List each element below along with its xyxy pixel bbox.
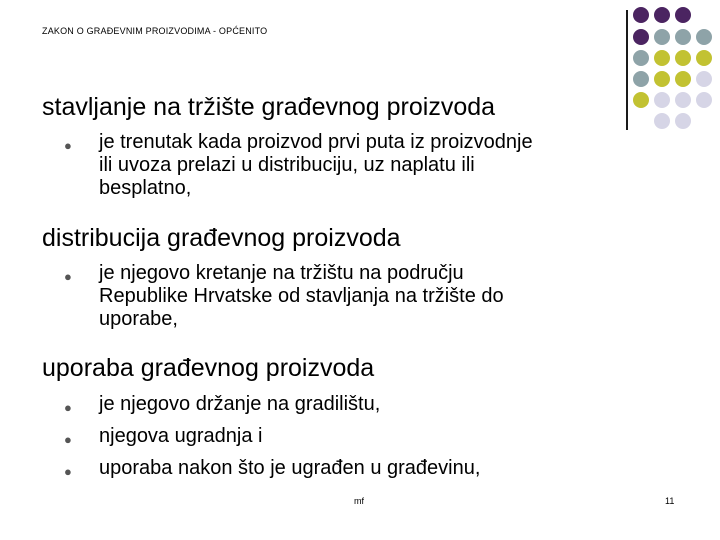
bullet-text-stavljanje [99,131,679,200]
bullet-text-drzanje: je njegovo držanje na gradilištu, [99,393,381,415]
bullet-marker: ● [64,269,72,284]
text-line: je njegovo kretanje na tržištu na području [99,262,464,284]
decorative-dot [654,7,670,23]
bullet-marker: ● [64,432,72,447]
footer-author: mf [354,496,364,506]
section-heading-distribucija: distribucija građevnog proizvoda [42,224,401,252]
bullet-marker: ● [64,400,72,415]
decorative-dot [654,113,670,129]
decorative-dot [675,29,691,45]
text-line: Republike Hrvatske od stavljanja na tržište do [99,285,504,307]
decorative-dot [654,50,670,66]
bullet-text-distribucija [99,262,679,331]
page-number: 11 [665,496,675,506]
bullet-text-uporaba: uporaba nakon što je ugrađen u građevinu, [99,457,481,479]
text-line: je trenutak kada proizvod prvi puta iz proizvodnje [99,131,533,153]
decorative-dot [633,92,649,108]
decorative-dot [654,71,670,87]
decorative-dot [696,92,712,108]
slide-header-title: ZAKON O GRAĐEVNIM PROIZVODIMA - OPĆENITO [42,26,268,36]
bullet-marker: ● [64,138,72,153]
text-line: uporabe, [99,308,178,330]
decorative-dot [633,50,649,66]
decorative-dot [675,92,691,108]
decorative-dot [654,92,670,108]
section-heading-stavljanje: stavljanje na tržište građevnog proizvoda [42,93,496,121]
decorative-dot [675,7,691,23]
decorative-dot [633,7,649,23]
decorative-dot [633,29,649,45]
decorative-vertical-line [626,10,628,130]
decorative-dot [696,50,712,66]
bullet-marker: ● [64,464,72,479]
text-line: besplatno, [99,177,192,199]
section-heading-uporaba: uporaba građevnog proizvoda [42,354,375,382]
decorative-dot [654,29,670,45]
bullet-text-ugradnja: njegova ugradnja i [99,425,263,447]
decorative-dot [633,71,649,87]
text-line: ili uvoza prelazi u distribuciju, uz naplatu ili [99,154,475,176]
decorative-dot [675,50,691,66]
decorative-dot [675,71,691,87]
decorative-dot [696,29,712,45]
decorative-dot [696,71,712,87]
decorative-dot [675,113,691,129]
